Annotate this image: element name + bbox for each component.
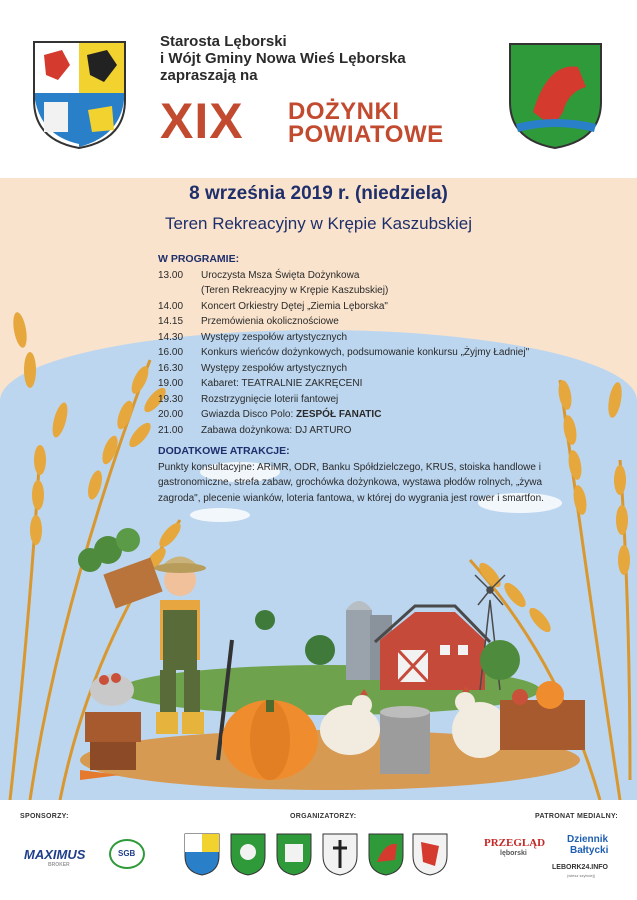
program-text-main: Kabaret: TEATRALNIE ZAKRĘCENI [201, 378, 363, 389]
media-przeglad: PRZEGLĄD [484, 837, 546, 849]
program-item [158, 283, 558, 299]
program-text-main: (Teren Rekreacyjny w Krępie Kaszubskiej) [201, 285, 389, 296]
extras-heading: DODATKOWE ATRAKCJE: [158, 445, 290, 457]
program-item [158, 330, 558, 346]
sponsor-sgb: SGB [118, 849, 136, 858]
event-title [288, 100, 444, 146]
program-text [201, 345, 529, 361]
event-date: 8 września 2019 r. (niedziela) [189, 183, 448, 204]
gmina-coat-of-arms-icon [508, 42, 603, 150]
sponsor-maximus-sub: BROKER [48, 862, 70, 868]
program-text [201, 314, 339, 330]
sponsors-label: SPONSORZY: [20, 813, 69, 820]
program-time: 16.00 [158, 347, 184, 358]
basket-icon [85, 673, 141, 770]
program-text [201, 330, 347, 346]
program-text [201, 299, 388, 315]
program-time: 16.30 [158, 362, 184, 374]
program-item [158, 423, 558, 439]
program-time [158, 283, 201, 299]
event-title-line-2: POWIATOWE [288, 121, 444, 148]
edition-number: XIX [160, 93, 244, 149]
organizers-label: ORGANIZATORZY: [290, 813, 357, 820]
media-dziennik-sub: Bałtycki [570, 845, 609, 856]
program-time: 14.30 [158, 331, 184, 343]
header-line-2: i Wójt Gminy Nowa Wieś Lęborska [160, 50, 406, 67]
program-text-main: Uroczysta Msza Święta Dożynkowa [201, 269, 360, 281]
program-item [158, 392, 558, 408]
program-text [201, 268, 359, 284]
organizer-logos [183, 832, 448, 877]
program-text [201, 283, 388, 299]
program-time: 21.00 [158, 424, 184, 436]
media-label: PATRONAT MEDIALNY: [535, 813, 619, 820]
pumpkin-icon [222, 700, 318, 780]
program-item [158, 345, 558, 361]
coat-of-arms-icon [277, 834, 311, 875]
program-text-main: Konkurs wieńców dożynkowych, podsumowanie konkursu „Żyjmy Ładniej" [201, 347, 530, 358]
coat-of-arms-icon [185, 834, 219, 875]
coat-of-arms-icon [323, 834, 357, 875]
coat-of-arms-icon [413, 834, 447, 875]
program-section [158, 252, 558, 506]
program-text-main: Występy zespołów artystycznych [201, 331, 348, 343]
program-text-main: Gwiazda Disco Polo: [201, 409, 297, 420]
program-text-main: Zabawa dożynkowa: DJ ARTURO [201, 424, 352, 436]
program-item [158, 268, 558, 284]
program-text [201, 361, 347, 377]
program-time: 14.00 [158, 300, 184, 312]
coat-of-arms-icon [231, 834, 265, 875]
media-lebork24: LEBORK24.INFO [552, 864, 609, 871]
program-heading: W PROGRAMIE: [158, 253, 240, 265]
header-line-3: zapraszają na [160, 67, 258, 84]
barn-icon [375, 606, 490, 690]
program-text [201, 376, 362, 392]
program-text [201, 392, 338, 408]
program-time: 19.30 [158, 393, 184, 405]
program-text-main: Przemówienia okolicznościowe [201, 316, 339, 327]
program-item [158, 376, 558, 392]
program-time: 19.00 [158, 378, 184, 389]
program-time: 20.00 [158, 409, 184, 420]
program-time: 13.00 [158, 269, 184, 281]
program-item [158, 314, 558, 330]
program-item [158, 361, 558, 377]
event-place: Teren Rekreacyjny w Krępie Kaszubskiej [164, 214, 473, 233]
media-przeglad-sub: lęborski [500, 850, 527, 857]
powiat-coat-of-arms-icon [32, 40, 127, 150]
program-list [158, 268, 558, 439]
header-line-1: Starosta Lęborski [160, 33, 287, 50]
program-text-highlight: ZESPÓŁ FANATIC [296, 409, 382, 420]
program-text [201, 407, 381, 423]
program-item [158, 407, 558, 423]
program-text-main: Rozstrzygnięcie loterii fantowej [201, 393, 339, 405]
media-dziennik: Dziennik [567, 834, 609, 845]
extras-text: Punkty konsultacyjne: ARiMR, ODR, Banku Spółdzielczego, KRUS, stoiska handlowe i gastronomiczne, strefa zabaw, grochówka dożynkowa, wystawa płodów rolnych, „żywa zagroda", plecenie wianków, loteria fantowa, w której do wygrania jest rower i smartfon. [158, 461, 544, 504]
event-title-line-1: DOŻYNKI [288, 98, 400, 125]
media-lebork24-sub: (wiesz szybciej) [567, 873, 596, 878]
coat-of-arms-icon [369, 834, 403, 875]
program-text-main: Koncert Orkiestry Dętej „Ziemia Lęborska" [201, 300, 388, 312]
sponsor-maximus: MAXIMUS [24, 847, 86, 862]
program-item [158, 299, 558, 315]
inviters [160, 33, 406, 84]
program-text [201, 423, 351, 439]
program-time: 14.15 [158, 316, 184, 327]
program-text-main: Występy zespołów artystycznych [201, 362, 348, 374]
